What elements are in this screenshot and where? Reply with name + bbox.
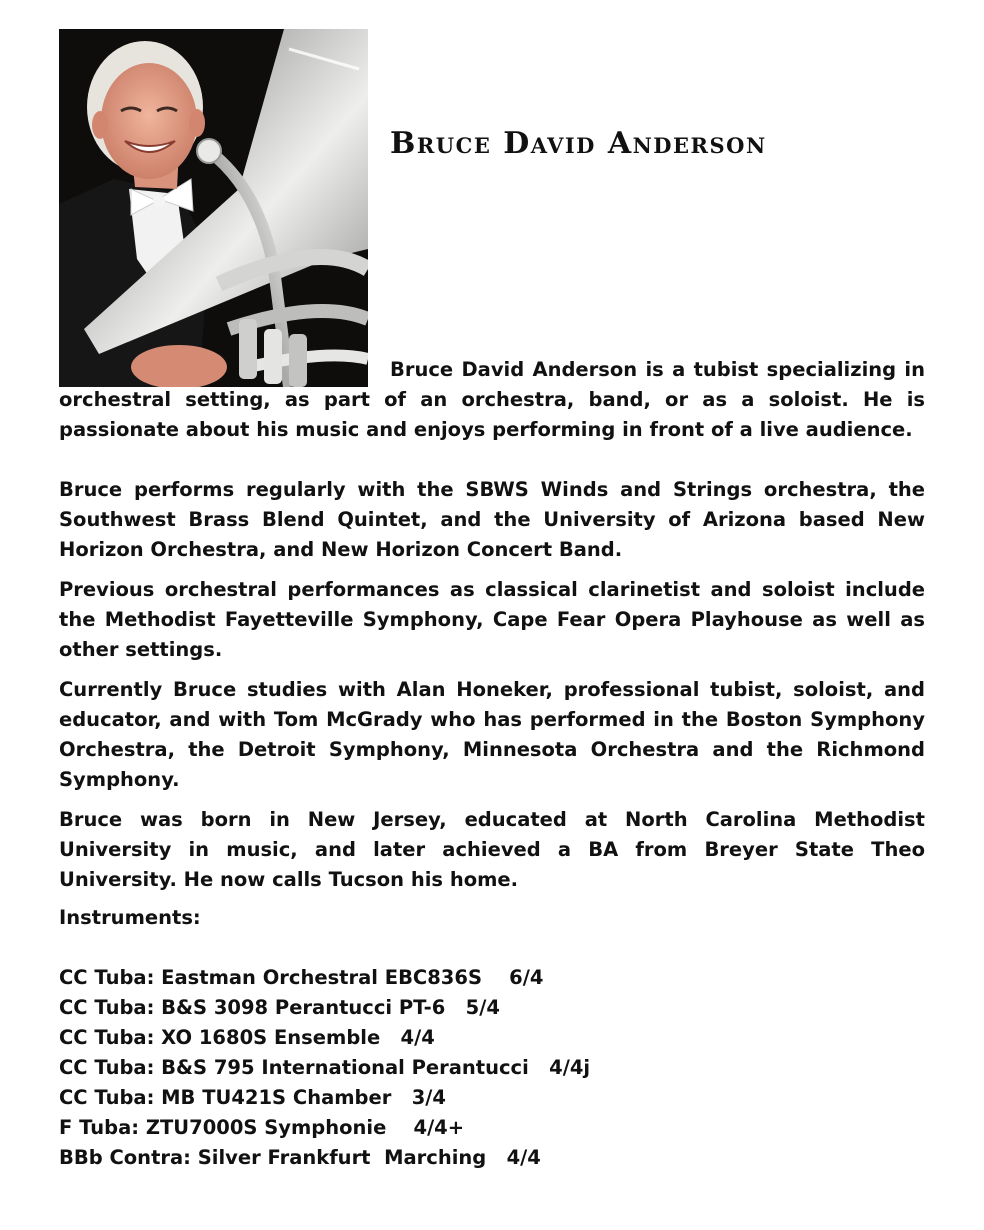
bio-name-heading: Bruce David Anderson <box>390 126 767 161</box>
instrument-item: BBb Contra: Silver Frankfurt Marching 4/4 <box>59 1146 541 1169</box>
instrument-item: CC Tuba: XO 1680S Ensemble 4/4 <box>59 1026 435 1049</box>
instrument-item: F Tuba: ZTU7000S Symphonie 4/4+ <box>59 1116 465 1139</box>
instruments-heading: Instruments: <box>59 906 201 929</box>
instrument-item: CC Tuba: B&S 3098 Perantucci PT-6 5/4 <box>59 996 500 1019</box>
bio-paragraph-studies: Currently Bruce studies with Alan Honeker, professional tubist, soloist, and educator, and with Tom McGrady who has performed in the Boston Symphony Orchestra, the Detroit Symphony, Minnesota Orchestra and the Richmond Symphony. <box>59 678 925 791</box>
portrait-photo <box>59 29 368 387</box>
instrument-list <box>59 963 925 1173</box>
paragraph-gap <box>59 445 925 475</box>
bio-paragraph-intro: Bruce David Anderson is a tubist specializing in orchestral setting, as part of an orchestra, band, or as a soloist. He is passionate about his music and enjoys performing in front of a live audience. <box>59 358 925 441</box>
instrument-item: CC Tuba: Eastman Orchestral EBC836S 6/4 <box>59 966 544 989</box>
instrument-item: CC Tuba: B&S 795 International Perantucci 4/4j <box>59 1056 591 1079</box>
bio-paragraph-previous: Previous orchestral performances as classical clarinetist and soloist include the Methodist Fayetteville Symphony, Cape Fear Opera Playhouse as well as other settings. <box>59 578 925 661</box>
bio-paragraph-performances: Bruce performs regularly with the SBWS Winds and Strings orchestra, the Southwest Brass Blend Quintet, and the University of Arizona based New Horizon Orchestra, and New Horizon Concert Band. <box>59 478 925 561</box>
bio-paragraph-background: Bruce was born in New Jersey, educated at North Carolina Methodist University in music, and later achieved a BA from Breyer State Theo University. He now calls Tucson his home. <box>59 808 925 891</box>
photo-wrap-spacer <box>59 355 390 385</box>
bio-text <box>59 355 925 1173</box>
instrument-item: CC Tuba: MB TU421S Chamber 3/4 <box>59 1086 446 1109</box>
